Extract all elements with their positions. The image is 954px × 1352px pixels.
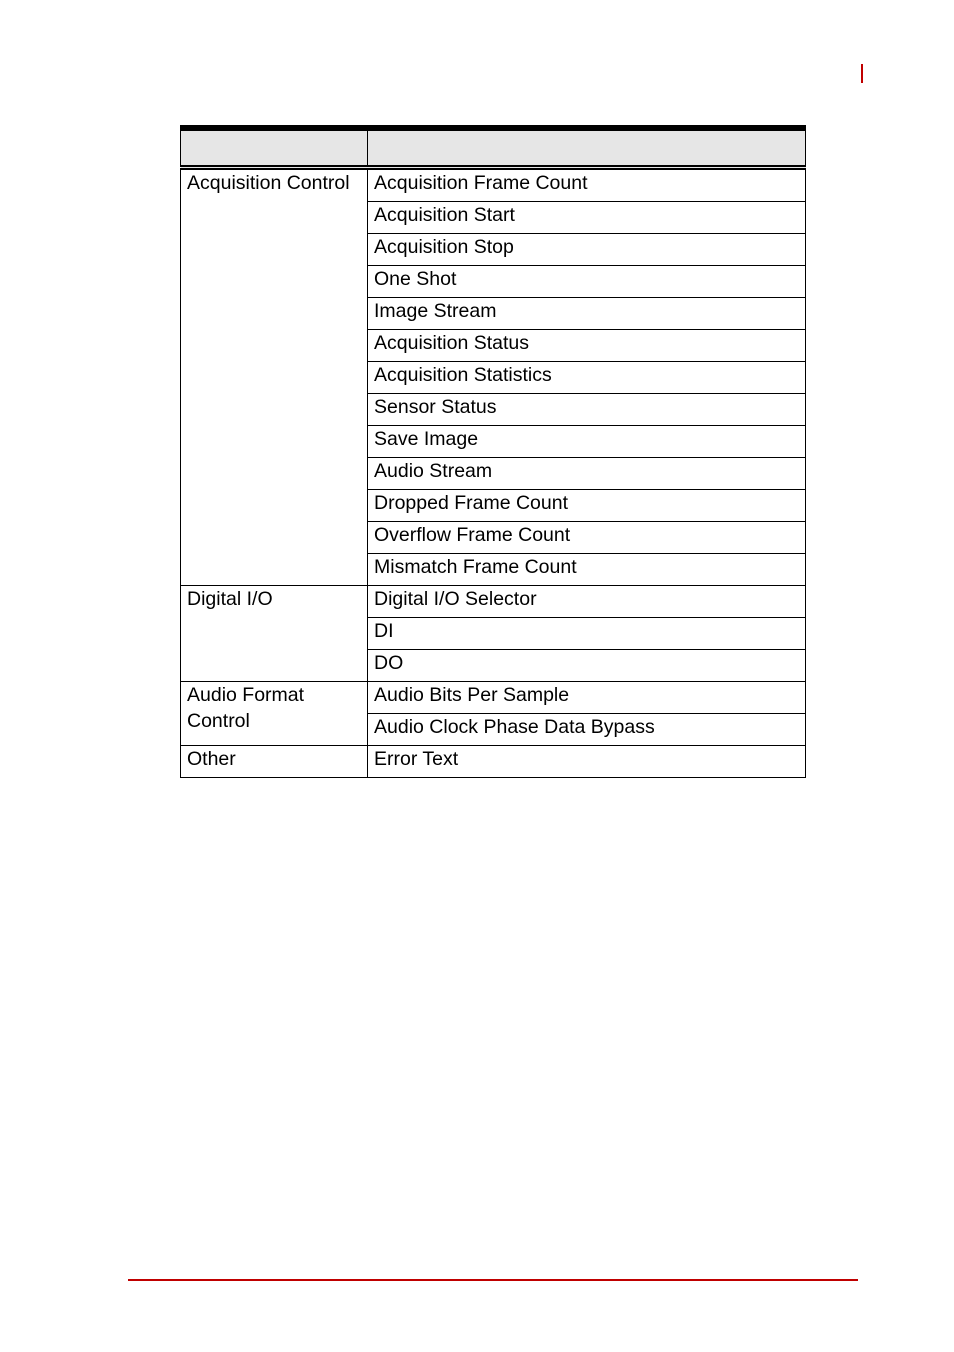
feature-cell: Sensor Status xyxy=(368,394,806,426)
feature-cell: Dropped Frame Count xyxy=(368,490,806,522)
header-cell-category xyxy=(181,128,368,168)
feature-cell: Overflow Frame Count xyxy=(368,522,806,554)
feature-table xyxy=(180,125,806,778)
feature-cell: Digital I/O Selector xyxy=(368,586,806,618)
table-row xyxy=(181,746,806,778)
category-cell: Digital I/O xyxy=(181,586,368,682)
header-accent-mark xyxy=(861,64,863,83)
feature-cell: Acquisition Statistics xyxy=(368,362,806,394)
category-cell: Acquisition Control xyxy=(181,168,368,586)
feature-cell: DO xyxy=(368,650,806,682)
table-group xyxy=(181,682,806,746)
feature-cell: One Shot xyxy=(368,266,806,298)
feature-cell: Image Stream xyxy=(368,298,806,330)
table-group xyxy=(181,746,806,778)
header-cell-feature xyxy=(368,128,806,168)
table-row xyxy=(181,586,806,618)
feature-cell: Acquisition Status xyxy=(368,330,806,362)
footer-rule xyxy=(128,1279,858,1281)
table-group xyxy=(181,586,806,682)
feature-cell: Audio Clock Phase Data Bypass xyxy=(368,714,806,746)
feature-cell: Save Image xyxy=(368,426,806,458)
feature-cell: Error Text xyxy=(368,746,806,778)
feature-cell: Acquisition Start xyxy=(368,202,806,234)
table-row xyxy=(181,682,806,714)
feature-cell: Mismatch Frame Count xyxy=(368,554,806,586)
table-header xyxy=(181,128,806,168)
feature-cell: Audio Stream xyxy=(368,458,806,490)
table-group xyxy=(181,168,806,586)
table-row xyxy=(181,168,806,202)
feature-cell: Acquisition Stop xyxy=(368,234,806,266)
feature-cell: Acquisition Frame Count xyxy=(368,168,806,202)
feature-cell: Audio Bits Per Sample xyxy=(368,682,806,714)
feature-cell: DI xyxy=(368,618,806,650)
category-cell: Other xyxy=(181,746,368,778)
table-header-row xyxy=(181,128,806,168)
category-cell: Audio Format Control xyxy=(181,682,368,746)
